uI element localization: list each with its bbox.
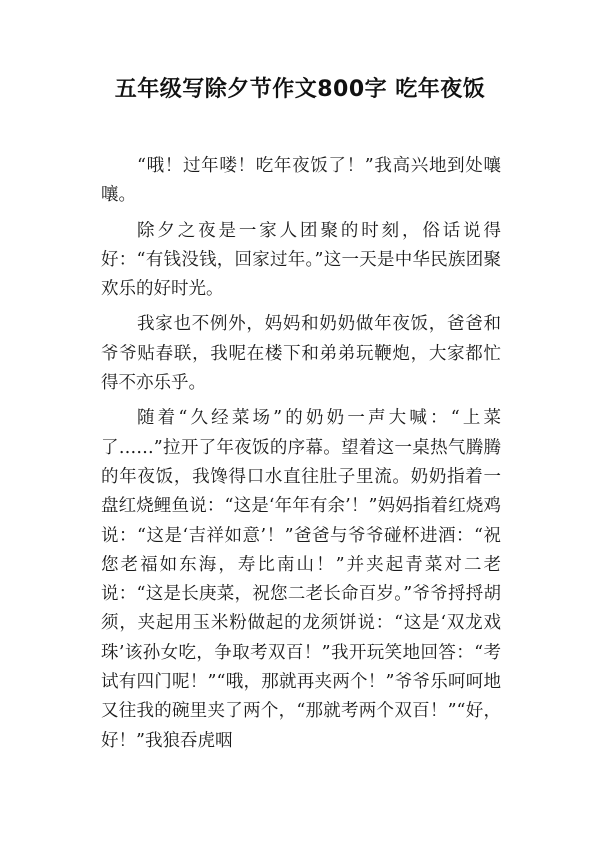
- document-title: 五年级写除夕节作文800字 吃年夜饭: [114, 77, 486, 102]
- paragraph: 我家也不例外，妈妈和奶奶做年夜饭，爸爸和爷爷贴春联，我呢在楼下和弟弟玩鞭炮，大家都忙得不亦乐乎。: [101, 314, 501, 394]
- paragraph: 随着“久经菜场”的奶奶一声大喊：“上菜了……”拉开了年夜饭的序幕。望着这一桌热气腾腾的年夜饭，我馋得口水直往肚子里流。奶奶指着一盘红烧鲤鱼说：“这是‘年年有余’！”妈妈指着红烧鸡说：“这是‘吉祥如意’！”爸爸与爷爷碰杯进酒：“祝您老福如东海，寿比南山！”并夹起青菜对二老说：“这是长庚菜，祝您二老长命百岁。”爷爷捋捋胡须，夹起用玉米粉做起的龙须饼说：“这是‘双龙戏珠’该孙女吃，争取考双百！”我开玩笑地回答：“考试有四门呢！”“哦，那就再夹两个！”爷爷乐呵呵地又往我的碗里夹了两个，“那就考两个双百！”“好，好！”我狼吞虎咽: [101, 408, 501, 751]
- document-body: [101, 152, 501, 762]
- paragraph: 除夕之夜是一家人团聚的时刻，俗话说得好：“有钱没钱，回家过年。”这一天是中华民族团聚欢乐的好时光。: [101, 220, 501, 300]
- paragraph: “哦！过年喽！吃年夜饭了！”我高兴地到处嚷嚷。: [101, 156, 501, 206]
